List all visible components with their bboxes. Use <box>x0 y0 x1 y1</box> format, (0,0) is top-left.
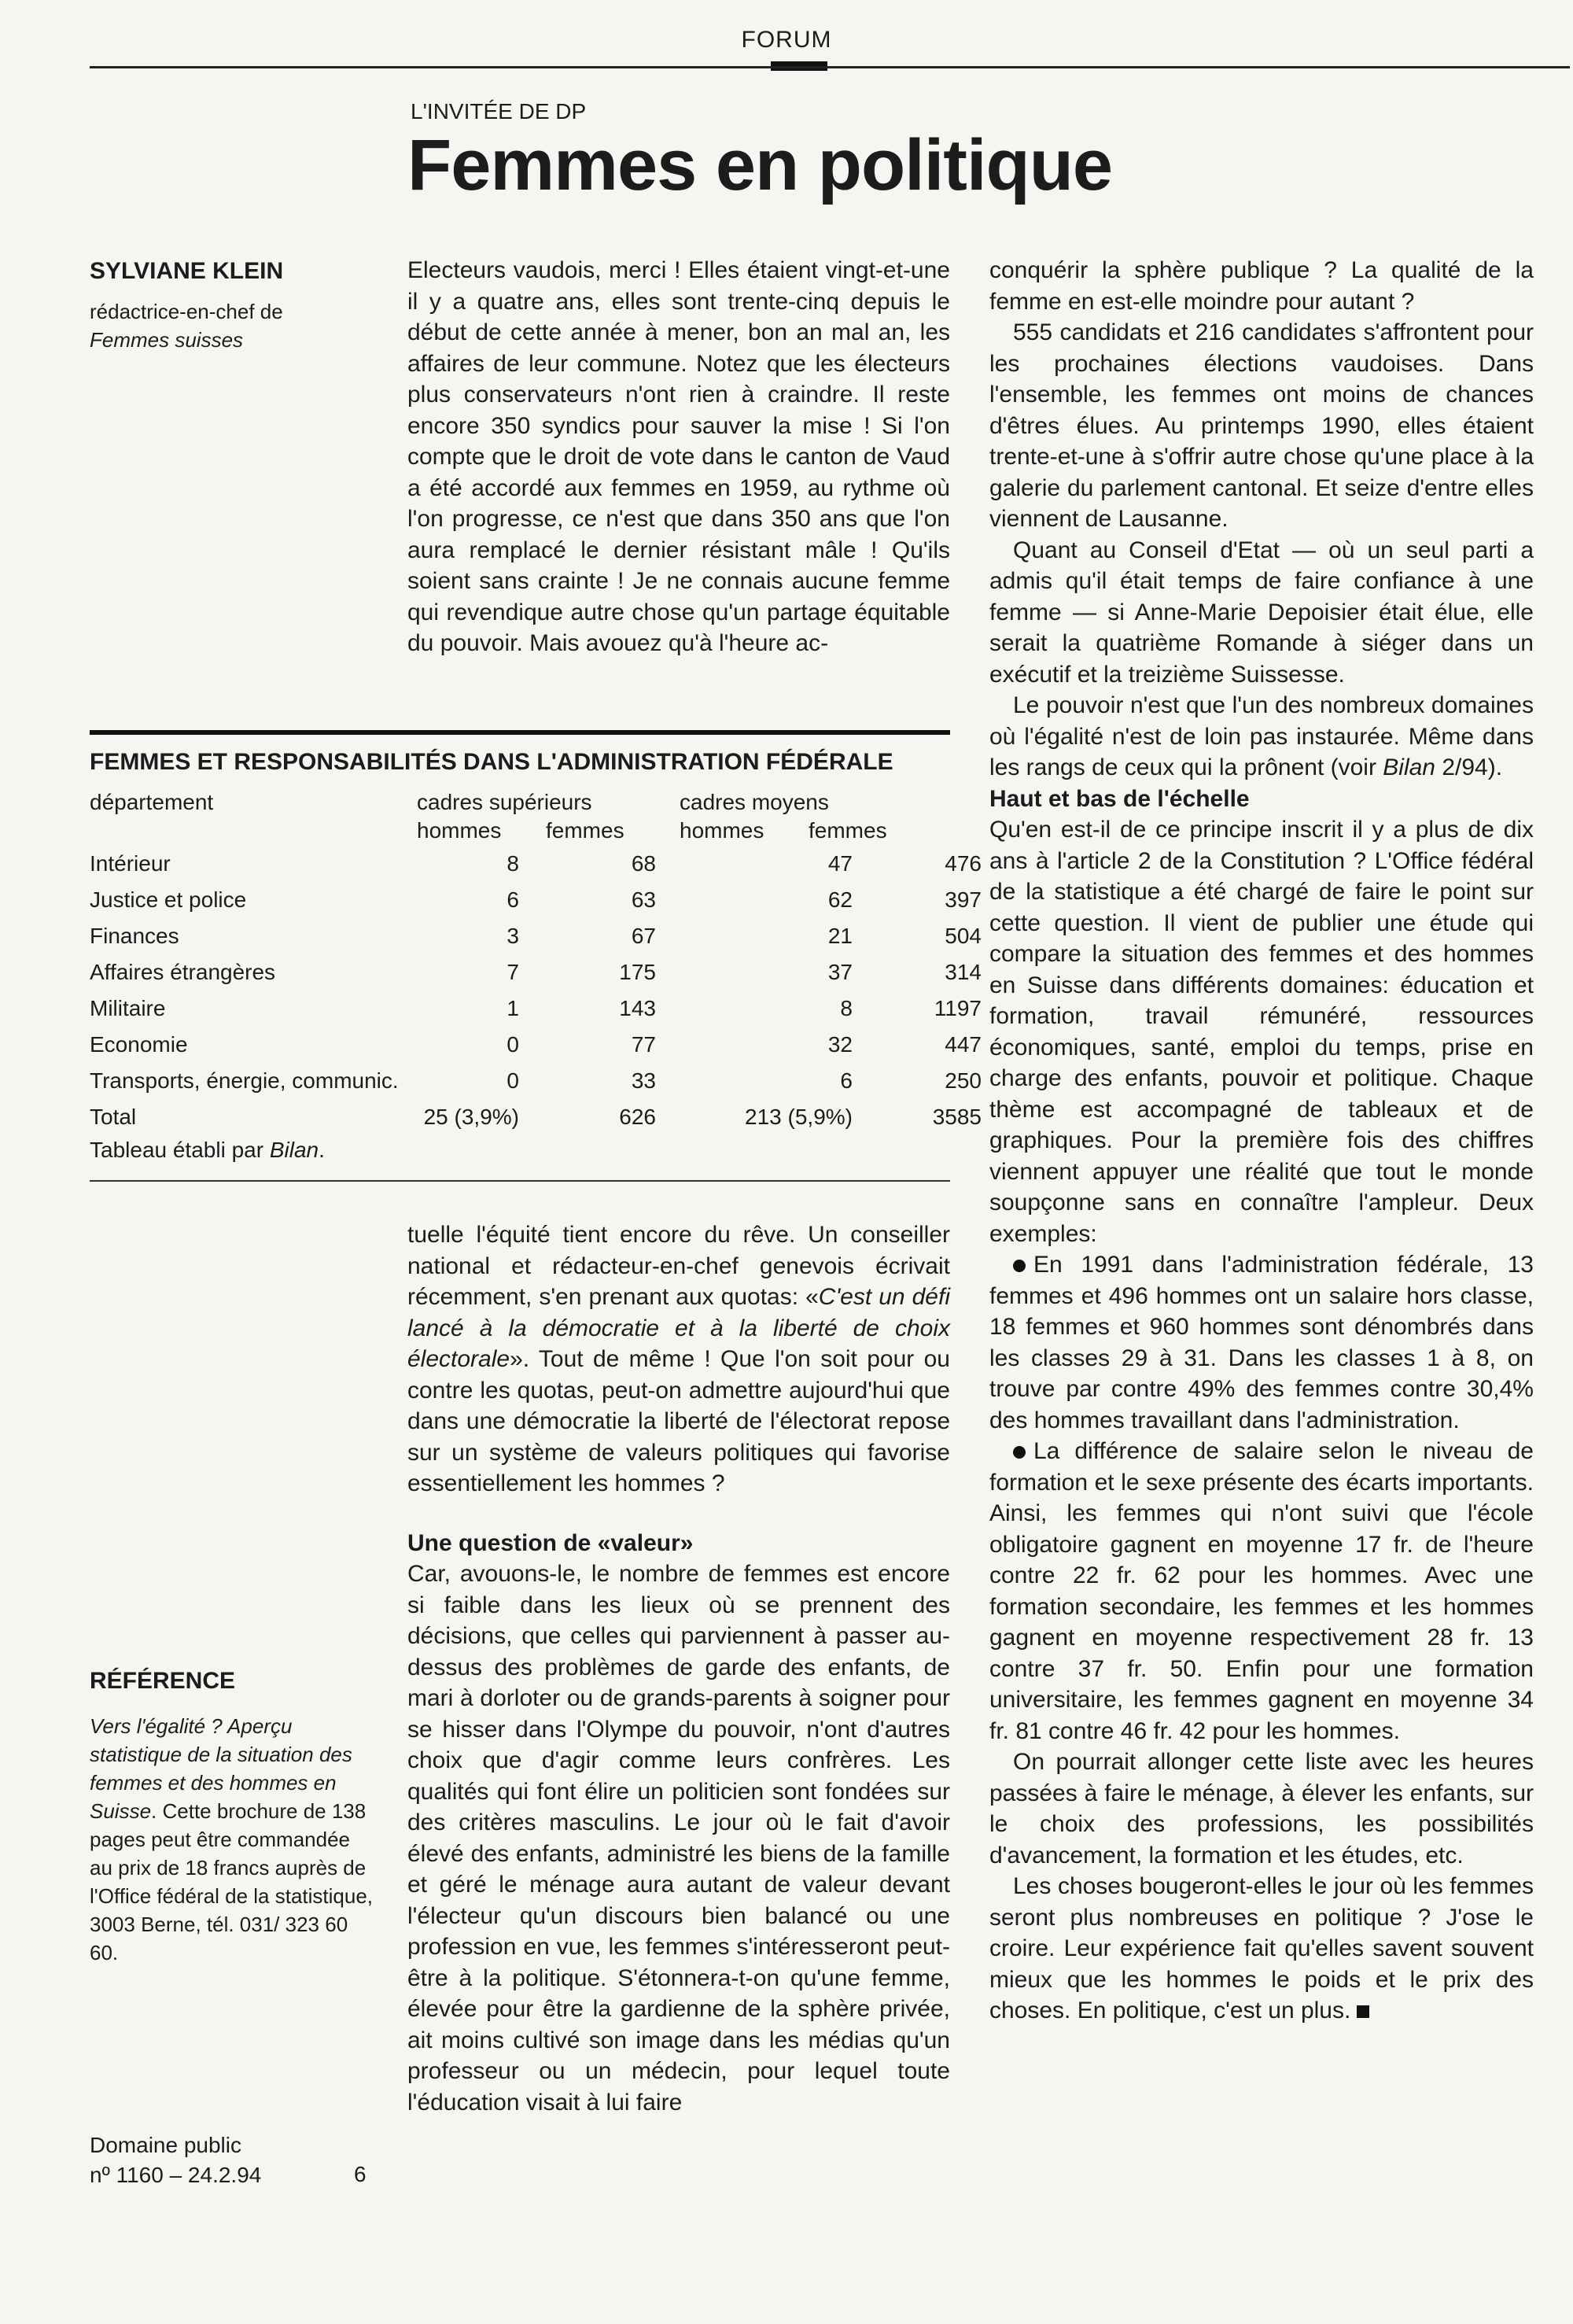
table-cell: Intérieur <box>90 851 171 876</box>
article-column-1-top <box>407 255 950 659</box>
table-cell: 1 <box>507 996 519 1020</box>
table-note-source: Bilan <box>269 1138 319 1162</box>
paragraph <box>989 690 1534 784</box>
table-cell: Transports, énergie, communic. <box>90 1068 399 1093</box>
subheading: Une question de «valeur» <box>407 1529 694 1556</box>
table-header-femmes: femmes <box>809 818 887 843</box>
footer-issue: nº 1160 – 24.2.94 <box>90 2163 262 2187</box>
end-mark-icon <box>1357 2005 1369 2018</box>
table-row <box>90 1032 982 1068</box>
table-row-total <box>90 1105 982 1141</box>
table-cell: 626 <box>619 1105 656 1129</box>
paragraph-text: Le pouvoir n'est que l'un des nombreux domaines où l'égalité n'est de loin pas instaurée. Même dans les rangs de ceux qui la prônent (voir <box>989 692 1534 780</box>
table-header-departement: département <box>90 790 214 814</box>
bilan-ref: Bilan <box>1383 754 1435 780</box>
table-cell: 25 (3,9%) <box>423 1105 519 1129</box>
bullet-icon <box>1013 1446 1026 1459</box>
table-row <box>90 924 982 960</box>
table-cell: 143 <box>619 996 656 1020</box>
table-cell: 47 <box>827 851 853 876</box>
table-cell: Justice et police <box>90 887 247 912</box>
paragraph-text: 2/94). <box>1435 754 1503 780</box>
table-cell: 0 <box>507 1032 519 1057</box>
headline: Femmes en politique <box>407 125 1113 205</box>
table-cell: 21 <box>827 924 853 948</box>
table-bottom-rule <box>90 1180 950 1182</box>
table-header-hommes: hommes <box>680 818 764 843</box>
table-cell: 33 <box>631 1068 656 1093</box>
table-cell: 476 <box>945 851 982 876</box>
table-cell: Economie <box>90 1032 188 1057</box>
paragraph: 555 candidats et 216 candidates s'affrontent pour les prochaines élections vaudoises. Dans l'ensemble, les femmes ont moins de chances d'êtres élues. Au printemps 1990, elles étaient trente-et-une à s'offrir autre chose qu'une place à la galerie du parlement cantonal. Et seize d'entre elles viennent de Lausanne. <box>989 319 1534 532</box>
table-cell: 3 <box>507 924 519 948</box>
article-column-1-bottom <box>407 1219 950 2118</box>
bullet-paragraph <box>989 1249 1534 1436</box>
table-cell: Finances <box>90 924 179 948</box>
paragraph: Qu'en est-il de ce principe inscrit il y a plus de dix ans à l'article 2 de la Constitution ? L'Office fédéral de la statistique a été chargé de faire le point sur cette question. Il vient de publier une étude qui compare la situation des femmes et des hommes en Suisse dans différents domaines: éducation et formation, travail rémunéré, ressources économiques, santé, emploi du temps, prise en charge des enfants, pouvoir et politique. Chaque thème est accompagné de tableaux et de graphiques. Pour la première fois des chiffres viennent appuyer une réalité que tout le monde soupçonne sans en connaître l'ampleur. Deux exemples: <box>989 817 1534 1247</box>
table-header-cadres-superieurs: cadres supérieurs <box>417 790 592 814</box>
table-cell: 250 <box>945 1068 982 1093</box>
reference-body <box>90 1712 373 1967</box>
table-header-hommes: hommes <box>417 818 502 843</box>
table-cell: 447 <box>945 1032 982 1057</box>
bullet-text: En 1991 dans l'administration fédérale, 13 femmes et 496 hommes ont un salaire hors classe, 18 femmes et 960 hommes sont dénombrés dans les classes 29 à 31. Dans les classes 1 à 8, on trouve par contre 49% des femmes contre 30,4% des hommes travaillant dans l'administration. <box>989 1252 1534 1433</box>
table-cell: Total <box>90 1105 137 1129</box>
table-cell: 175 <box>619 960 656 984</box>
table-cell: 6 <box>840 1068 853 1093</box>
quote: C'est un défi lancé à la démocratie et à la liberté de choix électorale <box>407 1284 950 1372</box>
table-cell: 37 <box>827 960 853 984</box>
table-cell: 314 <box>945 960 982 984</box>
kicker: L'INVITÉE DE DP <box>411 99 587 124</box>
paragraph-text: ». Tout de même ! Que l'on soit pour ou contre les quotas, peut-on admettre aujourd'hui que dans une démocratie la liberté de l'électorat repose sur un système de valeurs politiques qui favorise essentiellement les hommes ? <box>407 1346 950 1496</box>
paragraph <box>407 1219 950 1500</box>
article-column-2 <box>989 255 1534 2027</box>
table-cell: 32 <box>827 1032 853 1057</box>
table-cell: 8 <box>840 996 853 1020</box>
paragraph: On pourrait allonger cette liste avec les heures passées à faire le ménage, à élever les enfants, sur le choix des professions, les possibilités d'avancement, la formation et les études, etc. <box>989 1749 1534 1868</box>
table-note-suffix: . <box>319 1138 325 1162</box>
reference-title: RÉFÉRENCE <box>90 1668 236 1694</box>
page-number: 6 <box>354 2162 367 2186</box>
top-rule <box>90 66 1570 68</box>
bullet-text: La différence de salaire selon le niveau de formation et le sexe présente des écarts importants. Ainsi, les femmes qui n'ont suivi que l'école obligatoire gagnent en moyenne 17 fr. de l'heure contre 22 fr. 62 pour les hommes. Avec une formation secondaire, les femmes et les hommes gagnent en moyenne respectivement 28 fr. 13 contre 37 fr. 50. Enfin pour une formation universitaire, les femmes gagnent en moyenne 34 fr. 81 contre 46 fr. 42 pour les hommes. <box>989 1438 1534 1744</box>
paragraph-text: Les choses bougeront-elles le jour où les femmes seront plus nombreuses en politique ? J'ose le croire. Leur expérience fait qu'elles savent souvent mieux que les hommes le poids et le prix des choses. En politique, c'est un plus. <box>989 1873 1534 2023</box>
paragraph-text: tuelle l'équité tient encore du rêve. Un conseiller national et rédacteur-en-chef genevois écrivait récemment, s'en prenant aux quotas: « <box>407 1222 950 1310</box>
table-cell: 3585 <box>932 1105 982 1129</box>
author-role <box>90 297 349 354</box>
table-cell: 1197 <box>934 996 982 1020</box>
table-cell: 63 <box>631 887 656 912</box>
table-row <box>90 1068 982 1105</box>
table-cell: 7 <box>507 960 519 984</box>
paragraph: Car, avouons-le, le nombre de femmes est encore si faible dans les lieux où se prennent des décisions, que celles qui parviennent à passer au-dessus des problèmes de garde des enfants, de mari à dorloter ou de grands-parents à soigner pour se hisser dans l'Olympe du pouvoir, n'ont d'autres choix que d'agir comme leurs confrères. Les qualités qui font élire un politicien sont fondées sur des critères masculins. Le jour où le fait d'avoir élevé des enfants, administré les biens de la famille et géré le ménage aura autant de valeur devant l'électeur qu'un discours bien balancé ou une profession en vue, les femmes s'intéresseront peut-être à la politique. S'étonnera-t-on qu'une femme, élevée pour être la gardienne de la sphère privée, ait moins cultivé son image dans les médias qu'un professeur ou un médecin, pour lequel toute l'éducation visait à lui faire <box>407 1561 950 2116</box>
table-note <box>90 1138 325 1163</box>
footer <box>90 2130 261 2190</box>
table-cell: 504 <box>945 924 982 948</box>
reference-details: . Cette brochure de 138 pages peut être commandée au prix de 18 francs auprès de l'Office fédéral de la statistique, 3003 Berne, tél. 031/ 323 60 60. <box>90 1799 374 1964</box>
table-cell: 397 <box>945 887 982 912</box>
table-cell: Militaire <box>90 996 166 1020</box>
table-cell: 62 <box>827 887 853 912</box>
paragraph: conquérir la sphère publique ? La qualité de la femme en est-elle moindre pour autant ? <box>989 257 1534 315</box>
bullet-icon <box>1013 1260 1026 1272</box>
table-cell: 67 <box>631 924 656 948</box>
paragraph: Electeurs vaudois, merci ! Elles étaient vingt-et-une il y a quatre ans, elles sont trente-cinq depuis le début de cette année à mener, bon an mal an, les affaires de leur commune. Notez que les électeurs plus conservateurs n'ont rien à craindre. Il reste encore 350 syndics pour sauver la mise ! Si l'on compte que le droit de vote dans le canton de Vaud a été accordé aux femmes en 1959, au rythme où l'on progresse, ce n'est que dans 350 ans que l'on aura remplacé le dernier résistant mâle ! Qu'ils soient sans crainte ! Je ne connais aucune femme qui revendique autre chose qu'un partage équitable du pouvoir. Mais avouez qu'à l'heure ac- <box>407 257 950 656</box>
table-top-rule <box>90 730 950 735</box>
bullet-paragraph <box>989 1436 1534 1747</box>
table-row <box>90 887 982 924</box>
reference-book-title: Vers l'égalité ? Aperçu statistique de la situation des femmes et des hommes en Suisse <box>90 1714 352 1823</box>
author-publication: Femmes suisses <box>90 328 244 352</box>
table-row <box>90 996 982 1032</box>
table-header-femmes: femmes <box>546 818 624 843</box>
table-cell: 77 <box>631 1032 656 1057</box>
table-cell: 213 (5,9%) <box>745 1105 853 1129</box>
table-cell: 0 <box>507 1068 519 1093</box>
table-cell: 8 <box>507 851 519 876</box>
table-title: FEMMES ET RESPONSABILITÉS DANS L'ADMINISTRATION FÉDÉRALE <box>90 749 893 775</box>
subheading: Haut et bas de l'échelle <box>989 785 1250 812</box>
paragraph: Quant au Conseil d'Etat — où un seul parti a admis qu'il était temps de faire confiance à une femme — si Anne-Marie Depoisier était élue, elle serait la quatrième Romande à siéger dans un exécutif et la treizième Suissesse. <box>989 537 1534 688</box>
table-row <box>90 960 982 996</box>
section-rubric: FORUM <box>741 27 832 53</box>
paragraph <box>989 1871 1534 2027</box>
author-name: SYLVIANE KLEIN <box>90 258 284 284</box>
author-role-line: rédactrice-en-chef de <box>90 300 283 323</box>
table-header-cadres-moyens: cadres moyens <box>680 790 829 814</box>
table-row <box>90 851 982 887</box>
footer-publication: Domaine public <box>90 2133 241 2157</box>
table-cell: 68 <box>631 851 656 876</box>
table-note-prefix: Tableau établi par <box>90 1138 270 1162</box>
table-cell: 6 <box>507 887 519 912</box>
table-cell: Affaires étrangères <box>90 960 276 984</box>
